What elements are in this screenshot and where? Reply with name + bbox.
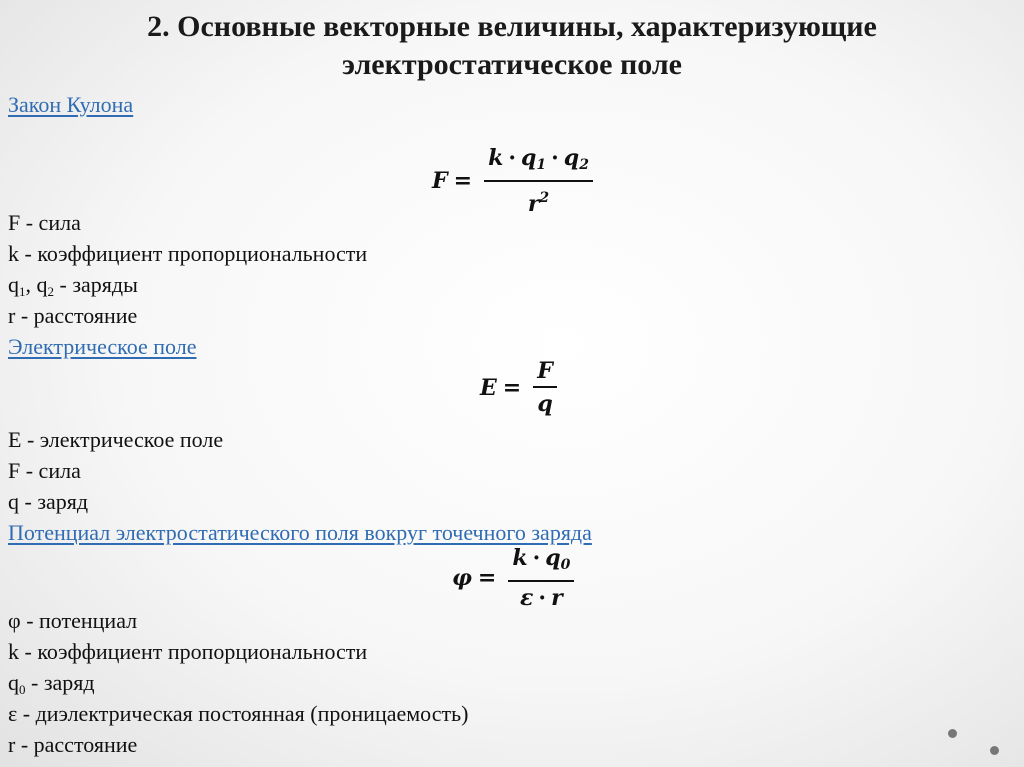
definition-charge: q - заряд <box>8 489 89 514</box>
field-formula <box>480 359 557 416</box>
formula-fraction <box>533 359 557 416</box>
slide-title <box>0 8 1024 84</box>
formula-numerator: $k \cdot q_0$ <box>512 545 571 573</box>
formula-fraction <box>508 546 574 610</box>
coulomb-law-link[interactable]: Закон Кулона <box>8 92 134 117</box>
title-line-2: электростатическое поле <box>342 48 682 81</box>
definition-k: k - коэффициент пропорциональности <box>8 241 368 266</box>
formula-denominator: q <box>537 391 553 417</box>
definition-potential: φ - потенциал <box>8 608 138 633</box>
decorative-dot <box>948 729 957 738</box>
definition-electric-field: E - электрическое поле <box>8 427 224 452</box>
definition-k-2: k - коэффициент пропорциональности <box>8 639 368 664</box>
definition-distance-2: r - расстояние <box>8 732 138 757</box>
formula-numerator: $k \cdot q_1 \cdot q_2$ <box>488 145 589 173</box>
formula-equals: = <box>453 168 473 194</box>
definition-charges: $q_1$, $q_2$ - заряды <box>8 272 138 299</box>
potential-link[interactable]: Потенциал электростатического поля вокруг точечного заряда <box>8 520 592 545</box>
formula-lhs: F <box>432 168 448 194</box>
definition-distance: r - расстояние <box>8 303 138 328</box>
definition-force-2: F - сила <box>8 458 81 483</box>
title-line-1: 2. Основные векторные величины, характеризующие <box>147 10 877 43</box>
definition-permittivity: ε - диэлектрическая постоянная (проницаемость) <box>8 701 469 726</box>
formula-equals: = <box>477 565 497 591</box>
coulomb-formula <box>432 146 593 216</box>
formula-denominator: $r^2$ <box>527 190 550 217</box>
formula-equals: = <box>502 374 522 401</box>
formula-lhs: E <box>480 374 497 401</box>
formula-lhs: φ <box>452 565 472 591</box>
definition-charge-0: $q_0$ - заряд <box>8 670 95 697</box>
decorative-dot <box>990 746 999 755</box>
electric-field-link[interactable]: Электрическое поле <box>8 334 197 359</box>
formula-denominator: ε · r <box>520 585 563 611</box>
definition-force: F - сила <box>8 210 81 235</box>
formula-fraction <box>484 146 593 216</box>
potential-formula <box>452 546 574 610</box>
formula-numerator: F <box>537 358 553 384</box>
